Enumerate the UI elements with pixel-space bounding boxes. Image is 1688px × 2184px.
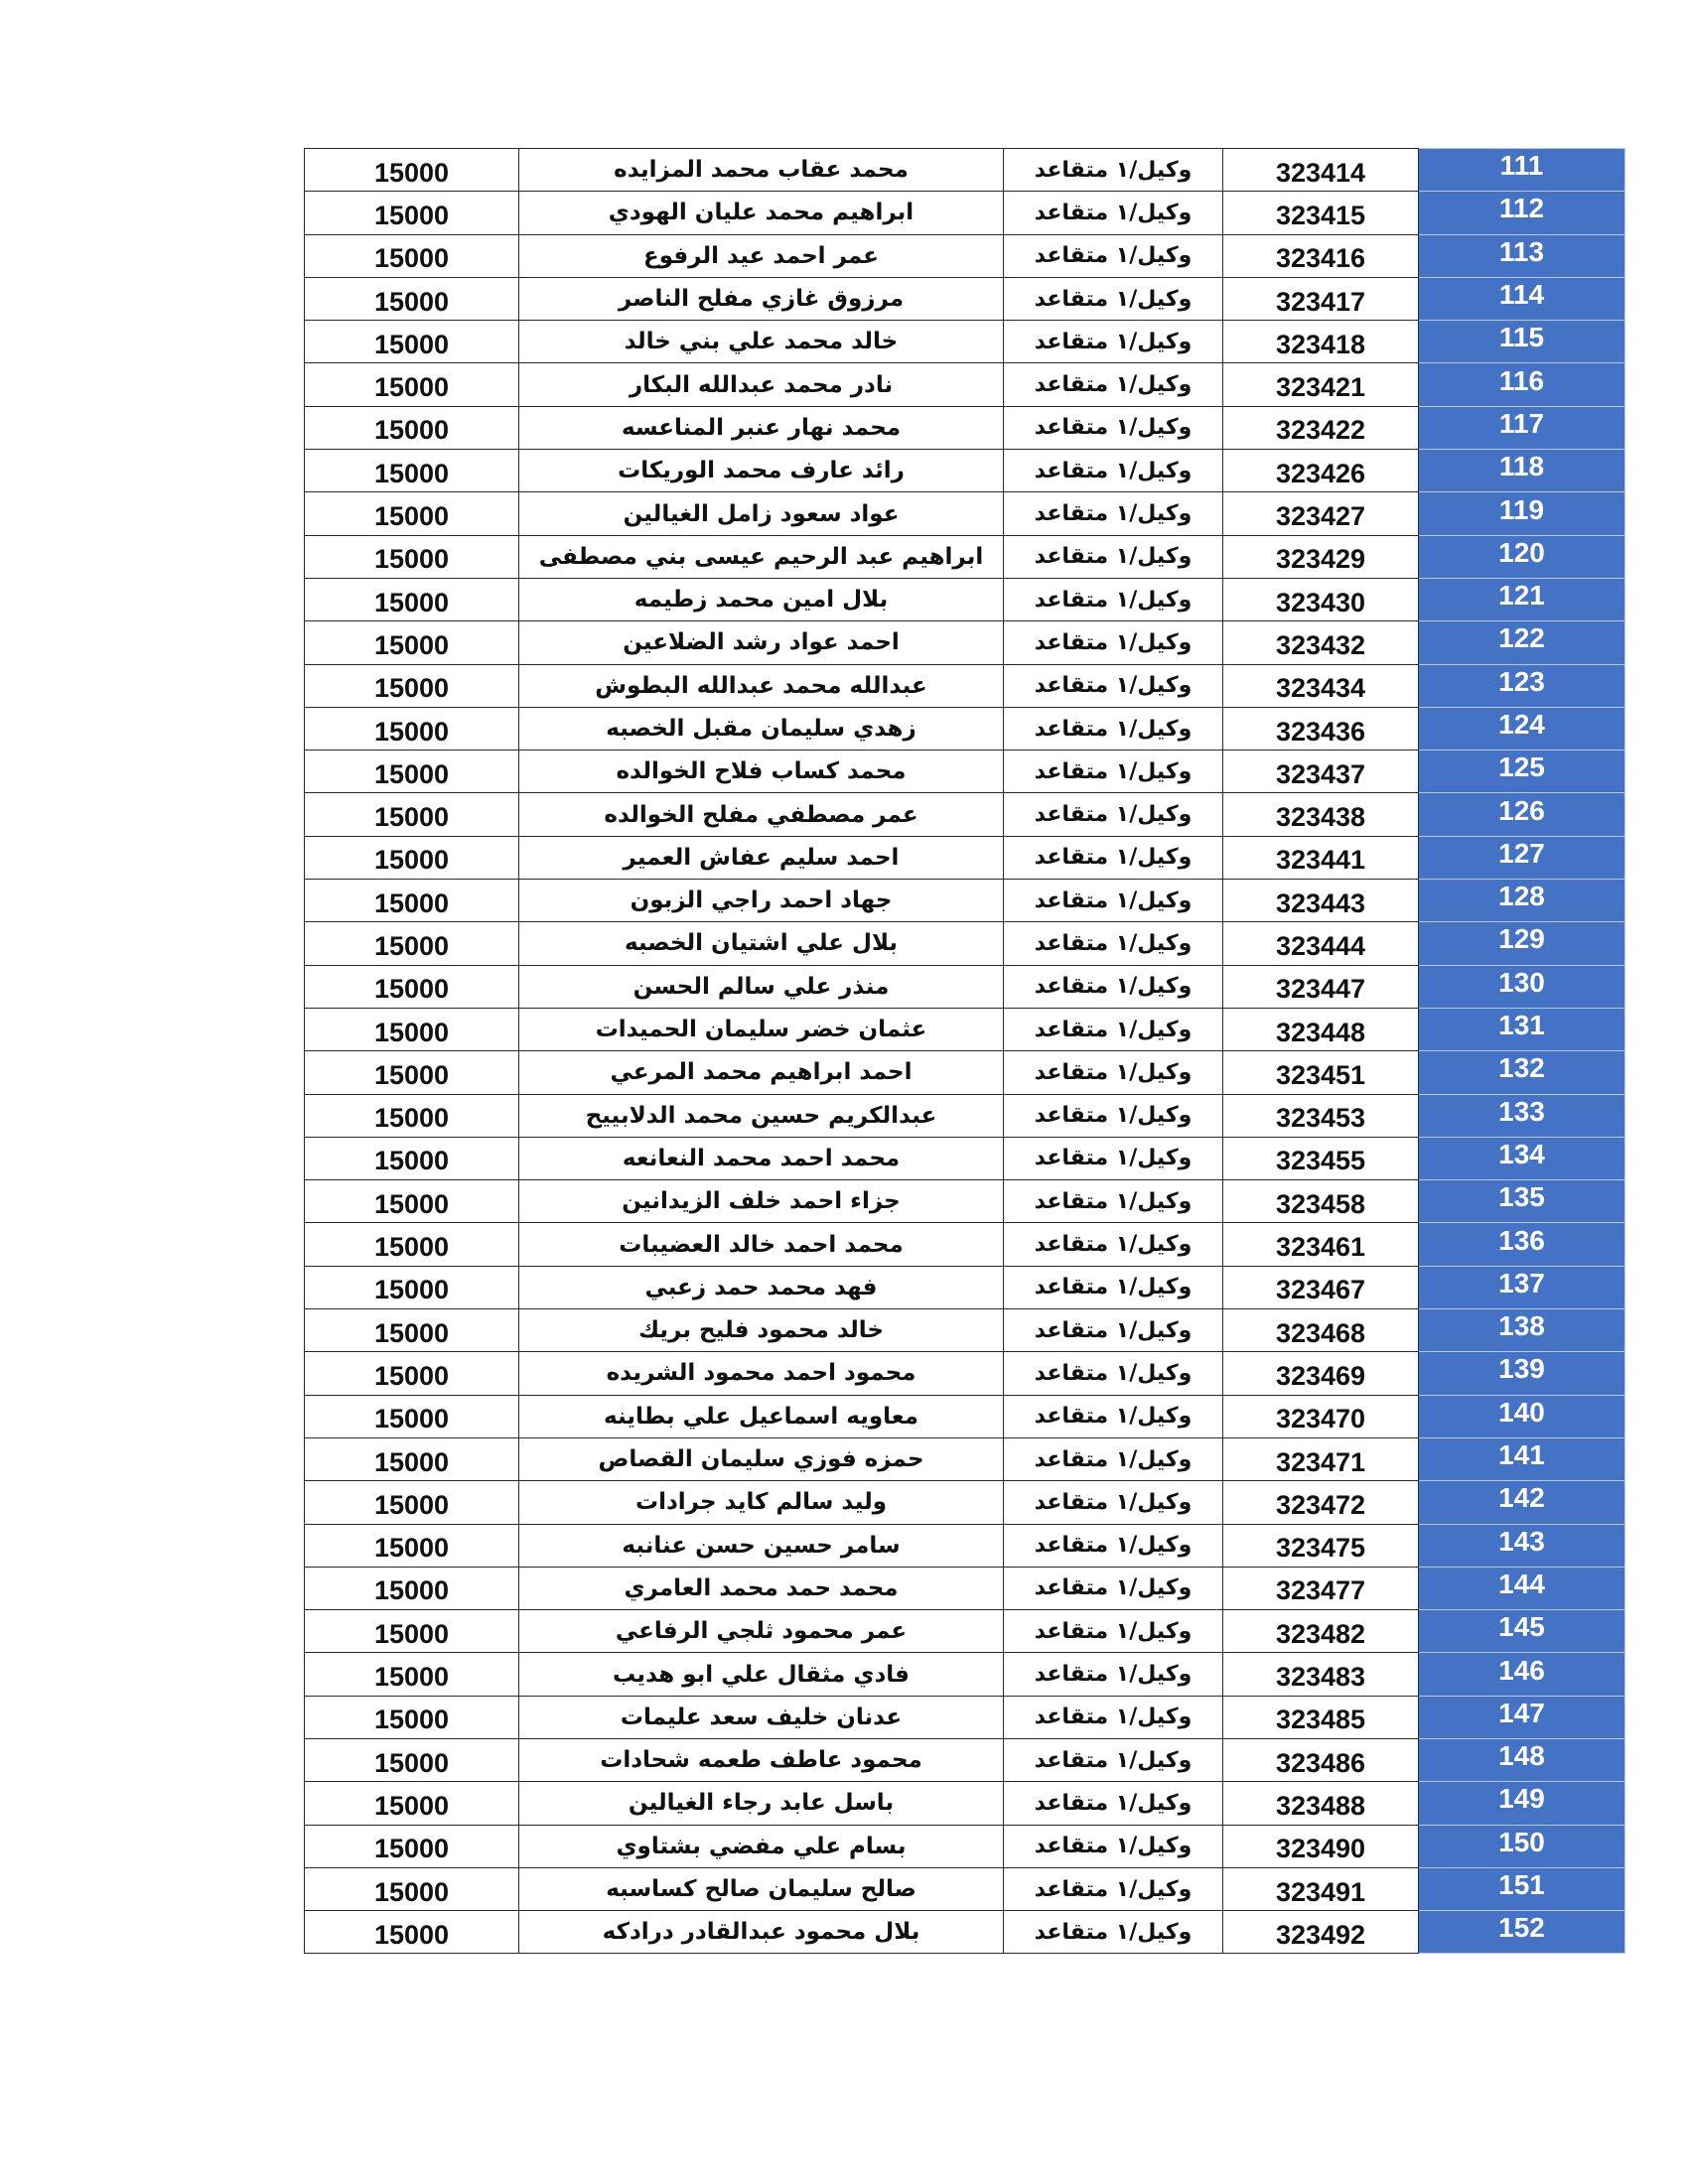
serial-number-cell: 143 <box>1419 1524 1625 1567</box>
name-cell: عبدالكريم حسين محمد الدلابييح <box>519 1094 1004 1137</box>
rank-cell: وكيل/١ متقاعد <box>1004 1653 1223 1696</box>
rank-cell: وكيل/١ متقاعد <box>1004 1008 1223 1050</box>
id-number-cell: 323414 <box>1223 149 1419 192</box>
amount-cell: 15000 <box>305 1481 519 1524</box>
serial-number-cell: 141 <box>1419 1437 1625 1480</box>
rank-cell: وكيل/١ متقاعد <box>1004 922 1223 965</box>
rank-cell: وكيل/١ متقاعد <box>1004 1180 1223 1223</box>
id-number-cell: 323416 <box>1223 234 1419 277</box>
amount-cell: 15000 <box>305 965 519 1008</box>
amount-cell: 15000 <box>305 1567 519 1609</box>
serial-number-cell: 119 <box>1419 492 1625 535</box>
name-cell: خالد محمود فليح بريك <box>519 1309 1004 1352</box>
name-cell: نادر محمد عبدالله البكار <box>519 363 1004 406</box>
rank-cell: وكيل/١ متقاعد <box>1004 965 1223 1008</box>
amount-cell: 15000 <box>305 707 519 750</box>
rank-cell: وكيل/١ متقاعد <box>1004 1395 1223 1437</box>
table-row <box>305 363 1625 406</box>
rank-cell: وكيل/١ متقاعد <box>1004 880 1223 922</box>
rank-cell: وكيل/١ متقاعد <box>1004 149 1223 192</box>
table-row <box>305 1180 1625 1223</box>
name-cell: محمود عاطف طعمه شحادات <box>519 1738 1004 1781</box>
amount-cell: 15000 <box>305 1051 519 1094</box>
id-number-cell: 323438 <box>1223 793 1419 836</box>
serial-number-cell: 123 <box>1419 664 1625 707</box>
amount-cell: 15000 <box>305 578 519 620</box>
serial-number-cell: 127 <box>1419 836 1625 879</box>
id-number-cell: 323458 <box>1223 1180 1419 1223</box>
serial-number-cell: 138 <box>1419 1309 1625 1352</box>
table-row <box>305 234 1625 277</box>
name-cell: محمد عقاب محمد المزايده <box>519 149 1004 192</box>
rank-cell: وكيل/١ متقاعد <box>1004 406 1223 449</box>
rank-cell: وكيل/١ متقاعد <box>1004 1696 1223 1738</box>
serial-number-cell: 112 <box>1419 192 1625 234</box>
table-row <box>305 1266 1625 1308</box>
amount-cell: 15000 <box>305 450 519 492</box>
table-row <box>305 664 1625 707</box>
rank-cell: وكيل/١ متقاعد <box>1004 707 1223 750</box>
serial-number-cell: 126 <box>1419 793 1625 836</box>
amount-cell: 15000 <box>305 1266 519 1308</box>
amount-cell: 15000 <box>305 1180 519 1223</box>
id-number-cell: 323472 <box>1223 1481 1419 1524</box>
table-row <box>305 1481 1625 1524</box>
rank-cell: وكيل/١ متقاعد <box>1004 1567 1223 1609</box>
serial-number-cell: 125 <box>1419 751 1625 793</box>
amount-cell: 15000 <box>305 1825 519 1867</box>
id-number-cell: 323477 <box>1223 1567 1419 1609</box>
serial-number-cell: 113 <box>1419 234 1625 277</box>
amount-cell: 15000 <box>305 1395 519 1437</box>
name-cell: حمزه فوزي سليمان القصاص <box>519 1437 1004 1480</box>
table-row <box>305 406 1625 449</box>
name-cell: رائد عارف محمد الوريكات <box>519 450 1004 492</box>
name-cell: محمد احمد محمد النعانعه <box>519 1137 1004 1179</box>
id-number-cell: 323421 <box>1223 363 1419 406</box>
rank-cell: وكيل/١ متقاعد <box>1004 751 1223 793</box>
table-row <box>305 1867 1625 1910</box>
serial-number-cell: 114 <box>1419 277 1625 320</box>
table-row <box>305 149 1625 192</box>
serial-number-cell: 121 <box>1419 578 1625 620</box>
name-cell: بسام علي مفضي بشتاوي <box>519 1825 1004 1867</box>
table-row <box>305 1911 1625 1954</box>
id-number-cell: 323485 <box>1223 1696 1419 1738</box>
rank-cell: وكيل/١ متقاعد <box>1004 1352 1223 1395</box>
name-cell: منذر علي سالم الحسن <box>519 965 1004 1008</box>
rank-cell: وكيل/١ متقاعد <box>1004 1825 1223 1867</box>
serial-number-cell: 118 <box>1419 450 1625 492</box>
rank-cell: وكيل/١ متقاعد <box>1004 1137 1223 1179</box>
name-cell: خالد محمد علي بني خالد <box>519 321 1004 363</box>
amount-cell: 15000 <box>305 363 519 406</box>
table-row <box>305 1825 1625 1867</box>
serial-number-cell: 132 <box>1419 1051 1625 1094</box>
rank-cell: وكيل/١ متقاعد <box>1004 1051 1223 1094</box>
amount-cell: 15000 <box>305 1696 519 1738</box>
id-number-cell: 323429 <box>1223 535 1419 578</box>
id-number-cell: 323467 <box>1223 1266 1419 1308</box>
name-cell: احمد ابراهيم محمد المرعي <box>519 1051 1004 1094</box>
table-row <box>305 1094 1625 1137</box>
rank-cell: وكيل/١ متقاعد <box>1004 1094 1223 1137</box>
serial-number-cell: 148 <box>1419 1738 1625 1781</box>
name-cell: سامر حسين حسن عنانبه <box>519 1524 1004 1567</box>
rank-cell: وكيل/١ متقاعد <box>1004 1309 1223 1352</box>
rank-cell: وكيل/١ متقاعد <box>1004 578 1223 620</box>
id-number-cell: 323415 <box>1223 192 1419 234</box>
id-number-cell: 323434 <box>1223 664 1419 707</box>
table-row <box>305 1137 1625 1179</box>
serial-number-cell: 137 <box>1419 1266 1625 1308</box>
name-cell: زهدي سليمان مقبل الخصبه <box>519 707 1004 750</box>
name-cell: معاويه اسماعيل علي بطاينه <box>519 1395 1004 1437</box>
rank-cell: وكيل/١ متقاعد <box>1004 664 1223 707</box>
table-row <box>305 1309 1625 1352</box>
table-row <box>305 1223 1625 1266</box>
name-cell: عمر محمود ثلجي الرفاعي <box>519 1610 1004 1653</box>
id-number-cell: 323448 <box>1223 1008 1419 1050</box>
id-number-cell: 323432 <box>1223 621 1419 664</box>
id-number-cell: 323443 <box>1223 880 1419 922</box>
id-number-cell: 323482 <box>1223 1610 1419 1653</box>
amount-cell: 15000 <box>305 1223 519 1266</box>
table-row <box>305 1610 1625 1653</box>
name-cell: محمود احمد محمود الشريده <box>519 1352 1004 1395</box>
name-cell: جزاء احمد خلف الزيدانين <box>519 1180 1004 1223</box>
rank-cell: وكيل/١ متقاعد <box>1004 192 1223 234</box>
amount-cell: 15000 <box>305 492 519 535</box>
table-body <box>305 149 1625 1954</box>
id-number-cell: 323426 <box>1223 450 1419 492</box>
table-row <box>305 621 1625 664</box>
table-row <box>305 192 1625 234</box>
name-cell: محمد نهار عنبر المناعسه <box>519 406 1004 449</box>
serial-number-cell: 145 <box>1419 1610 1625 1653</box>
table-row <box>305 1051 1625 1094</box>
amount-cell: 15000 <box>305 277 519 320</box>
table-row <box>305 1524 1625 1567</box>
table-row <box>305 277 1625 320</box>
name-cell: بلال امين محمد زطيمه <box>519 578 1004 620</box>
amount-cell: 15000 <box>305 1653 519 1696</box>
table-row <box>305 751 1625 793</box>
serial-number-cell: 144 <box>1419 1567 1625 1609</box>
rank-cell: وكيل/١ متقاعد <box>1004 363 1223 406</box>
name-cell: محمد احمد خالد العضيبات <box>519 1223 1004 1266</box>
amount-cell: 15000 <box>305 664 519 707</box>
name-cell: بلال علي اشتيان الخصبه <box>519 922 1004 965</box>
serial-number-cell: 151 <box>1419 1867 1625 1910</box>
rank-cell: وكيل/١ متقاعد <box>1004 1782 1223 1825</box>
serial-number-cell: 128 <box>1419 880 1625 922</box>
amount-cell: 15000 <box>305 1352 519 1395</box>
amount-cell: 15000 <box>305 922 519 965</box>
amount-cell: 15000 <box>305 1738 519 1781</box>
table-row <box>305 1782 1625 1825</box>
serial-number-cell: 122 <box>1419 621 1625 664</box>
rank-cell: وكيل/١ متقاعد <box>1004 793 1223 836</box>
name-cell: بلال محمود عبدالقادر درادكه <box>519 1911 1004 1954</box>
amount-cell: 15000 <box>305 751 519 793</box>
serial-number-cell: 115 <box>1419 321 1625 363</box>
serial-number-cell: 139 <box>1419 1352 1625 1395</box>
serial-number-cell: 129 <box>1419 922 1625 965</box>
serial-number-cell: 130 <box>1419 965 1625 1008</box>
rank-cell: وكيل/١ متقاعد <box>1004 1610 1223 1653</box>
serial-number-cell: 124 <box>1419 707 1625 750</box>
table-row <box>305 793 1625 836</box>
name-cell: عدنان خليف سعد عليمات <box>519 1696 1004 1738</box>
table-row <box>305 321 1625 363</box>
rank-cell: وكيل/١ متقاعد <box>1004 1266 1223 1308</box>
serial-number-cell: 134 <box>1419 1137 1625 1179</box>
amount-cell: 15000 <box>305 1137 519 1179</box>
table-row <box>305 1352 1625 1395</box>
name-cell: عثمان خضر سليمان الحميدات <box>519 1008 1004 1050</box>
rank-cell: وكيل/١ متقاعد <box>1004 535 1223 578</box>
serial-number-cell: 149 <box>1419 1782 1625 1825</box>
serial-number-cell: 116 <box>1419 363 1625 406</box>
amount-cell: 15000 <box>305 321 519 363</box>
name-cell: باسل عابد رجاء الغيالين <box>519 1782 1004 1825</box>
serial-number-cell: 150 <box>1419 1825 1625 1867</box>
rank-cell: وكيل/١ متقاعد <box>1004 1481 1223 1524</box>
id-number-cell: 323437 <box>1223 751 1419 793</box>
table-row <box>305 1738 1625 1781</box>
id-number-cell: 323469 <box>1223 1352 1419 1395</box>
amount-cell: 15000 <box>305 192 519 234</box>
name-cell: صالح سليمان صالح كساسبه <box>519 1867 1004 1910</box>
name-cell: جهاد احمد راجي الزبون <box>519 880 1004 922</box>
name-cell: عبدالله محمد عبدالله البطوش <box>519 664 1004 707</box>
amount-cell: 15000 <box>305 836 519 879</box>
serial-number-cell: 136 <box>1419 1223 1625 1266</box>
table-row <box>305 1008 1625 1050</box>
amount-cell: 15000 <box>305 1867 519 1910</box>
rank-cell: وكيل/١ متقاعد <box>1004 1867 1223 1910</box>
id-number-cell: 323417 <box>1223 277 1419 320</box>
name-cell: عواد سعود زامل الغيالين <box>519 492 1004 535</box>
id-number-cell: 323492 <box>1223 1911 1419 1954</box>
amount-cell: 15000 <box>305 1094 519 1137</box>
rank-cell: وكيل/١ متقاعد <box>1004 621 1223 664</box>
amount-cell: 15000 <box>305 149 519 192</box>
id-number-cell: 323422 <box>1223 406 1419 449</box>
table-row <box>305 1395 1625 1437</box>
name-cell: فهد محمد حمد زعبي <box>519 1266 1004 1308</box>
amount-cell: 15000 <box>305 1008 519 1050</box>
data-table <box>304 148 1625 1954</box>
name-cell: فادي مثقال علي ابو هديب <box>519 1653 1004 1696</box>
serial-number-cell: 140 <box>1419 1395 1625 1437</box>
rank-cell: وكيل/١ متقاعد <box>1004 836 1223 879</box>
amount-cell: 15000 <box>305 621 519 664</box>
name-cell: عمر احمد عيد الرفوع <box>519 234 1004 277</box>
rank-cell: وكيل/١ متقاعد <box>1004 492 1223 535</box>
serial-number-cell: 147 <box>1419 1696 1625 1738</box>
table-row <box>305 450 1625 492</box>
table-row <box>305 707 1625 750</box>
id-number-cell: 323488 <box>1223 1782 1419 1825</box>
amount-cell: 15000 <box>305 1610 519 1653</box>
name-cell: احمد عواد رشد الضلاعين <box>519 621 1004 664</box>
id-number-cell: 323444 <box>1223 922 1419 965</box>
amount-cell: 15000 <box>305 1524 519 1567</box>
amount-cell: 15000 <box>305 535 519 578</box>
id-number-cell: 323447 <box>1223 965 1419 1008</box>
amount-cell: 15000 <box>305 1911 519 1954</box>
id-number-cell: 323455 <box>1223 1137 1419 1179</box>
serial-number-cell: 117 <box>1419 406 1625 449</box>
id-number-cell: 323461 <box>1223 1223 1419 1266</box>
table-row <box>305 1653 1625 1696</box>
rank-cell: وكيل/١ متقاعد <box>1004 1738 1223 1781</box>
name-cell: محمد كساب فلاح الخوالده <box>519 751 1004 793</box>
rank-cell: وكيل/١ متقاعد <box>1004 321 1223 363</box>
amount-cell: 15000 <box>305 1782 519 1825</box>
id-number-cell: 323471 <box>1223 1437 1419 1480</box>
amount-cell: 15000 <box>305 234 519 277</box>
table-row <box>305 836 1625 879</box>
rank-cell: وكيل/١ متقاعد <box>1004 1437 1223 1480</box>
id-number-cell: 323490 <box>1223 1825 1419 1867</box>
table-row <box>305 535 1625 578</box>
id-number-cell: 323451 <box>1223 1051 1419 1094</box>
id-number-cell: 323491 <box>1223 1867 1419 1910</box>
serial-number-cell: 146 <box>1419 1653 1625 1696</box>
id-number-cell: 323418 <box>1223 321 1419 363</box>
amount-cell: 15000 <box>305 1437 519 1480</box>
name-cell: محمد حمد محمد العامري <box>519 1567 1004 1609</box>
amount-cell: 15000 <box>305 406 519 449</box>
id-number-cell: 323441 <box>1223 836 1419 879</box>
rank-cell: وكيل/١ متقاعد <box>1004 1524 1223 1567</box>
table-row <box>305 492 1625 535</box>
name-cell: عمر مصطفي مفلح الخوالده <box>519 793 1004 836</box>
serial-number-cell: 133 <box>1419 1094 1625 1137</box>
amount-cell: 15000 <box>305 793 519 836</box>
id-number-cell: 323483 <box>1223 1653 1419 1696</box>
name-cell: مرزوق غازي مفلح الناصر <box>519 277 1004 320</box>
id-number-cell: 323430 <box>1223 578 1419 620</box>
rank-cell: وكيل/١ متقاعد <box>1004 1223 1223 1266</box>
table-row <box>305 922 1625 965</box>
serial-number-cell: 111 <box>1419 149 1625 192</box>
table-row <box>305 1437 1625 1480</box>
rank-cell: وكيل/١ متقاعد <box>1004 1911 1223 1954</box>
table-row <box>305 880 1625 922</box>
name-cell: وليد سالم كايد جرادات <box>519 1481 1004 1524</box>
table-row <box>305 1696 1625 1738</box>
rank-cell: وكيل/١ متقاعد <box>1004 450 1223 492</box>
id-number-cell: 323486 <box>1223 1738 1419 1781</box>
rank-cell: وكيل/١ متقاعد <box>1004 277 1223 320</box>
serial-number-cell: 135 <box>1419 1180 1625 1223</box>
name-cell: ابراهيم عبد الرحيم عيسى بني مصطفى <box>519 535 1004 578</box>
id-number-cell: 323475 <box>1223 1524 1419 1567</box>
table-row <box>305 965 1625 1008</box>
name-cell: ابراهيم محمد عليان الهودي <box>519 192 1004 234</box>
table-row <box>305 1567 1625 1609</box>
table-row <box>305 578 1625 620</box>
serial-number-cell: 142 <box>1419 1481 1625 1524</box>
serial-number-cell: 131 <box>1419 1008 1625 1050</box>
id-number-cell: 323427 <box>1223 492 1419 535</box>
id-number-cell: 323470 <box>1223 1395 1419 1437</box>
name-cell: احمد سليم عفاش العمير <box>519 836 1004 879</box>
id-number-cell: 323436 <box>1223 707 1419 750</box>
rank-cell: وكيل/١ متقاعد <box>1004 234 1223 277</box>
id-number-cell: 323468 <box>1223 1309 1419 1352</box>
serial-number-cell: 120 <box>1419 535 1625 578</box>
amount-cell: 15000 <box>305 880 519 922</box>
amount-cell: 15000 <box>305 1309 519 1352</box>
id-number-cell: 323453 <box>1223 1094 1419 1137</box>
serial-number-cell: 152 <box>1419 1911 1625 1954</box>
